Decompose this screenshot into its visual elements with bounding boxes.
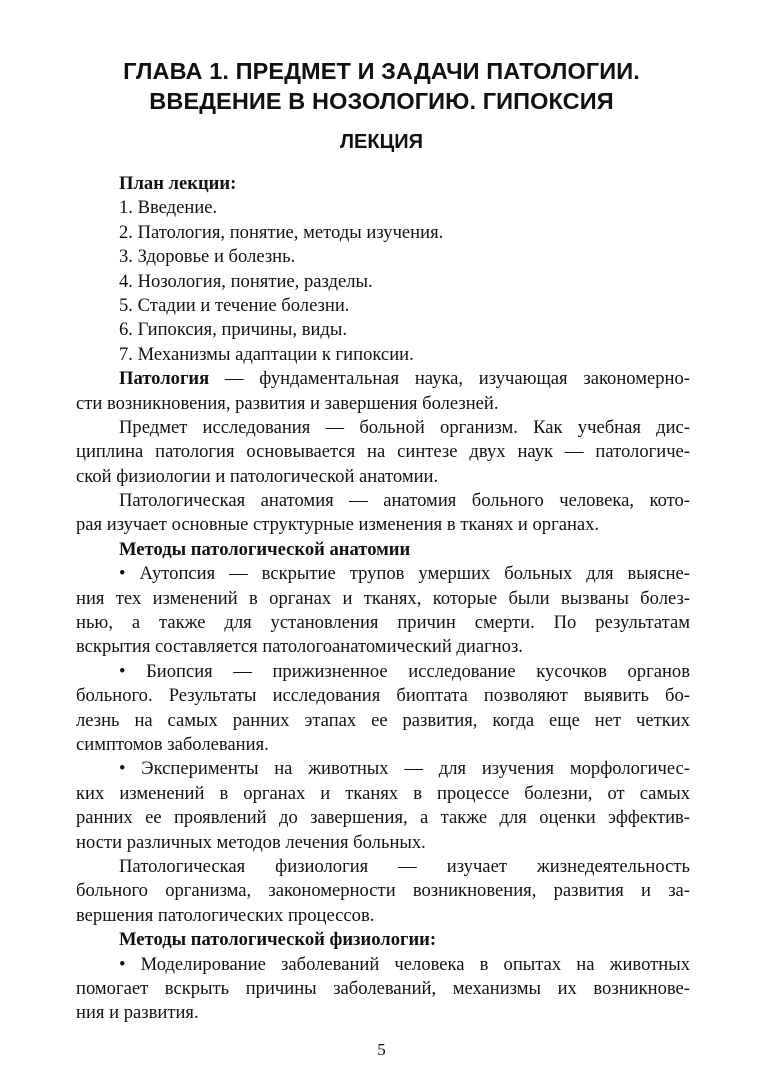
plan-item: 2. Патология, понятие, методы изучения. bbox=[119, 221, 444, 243]
subject-line-1: Предмет исследования — больной организм. Как учебная дис- bbox=[119, 416, 690, 438]
autopsy-line-2: ния тех изменений в органах и тканях, которые были вызваны болез- bbox=[76, 587, 690, 609]
biopsy-line-4: симптомов заболевания. bbox=[76, 733, 269, 755]
path-anatomy-line-2: рая изучает основные структурные изменения в тканях и органах. bbox=[76, 514, 600, 536]
experiments-line-3: ранних ее проявлений до завершения, а также для оценки эффектив- bbox=[76, 807, 690, 829]
plan-item: 5. Стадии и течение болезни. bbox=[119, 294, 350, 316]
pathology-definition-text: — фундаментальная наука, изучающая закономерно- bbox=[209, 368, 690, 390]
lecture-body bbox=[76, 172, 690, 1026]
biopsy-line-1: • Биопсия — прижизненное исследование кусочков органов bbox=[119, 660, 690, 682]
plan-item: 7. Механизмы адаптации к гипоксии. bbox=[119, 343, 414, 365]
chapter-title bbox=[40, 56, 723, 116]
autopsy-line-4: вскрытия составляется патологоанатомический диагноз. bbox=[76, 636, 523, 658]
plan-item: 4. Нозология, понятие, разделы. bbox=[119, 270, 373, 292]
plan-heading: План лекции: bbox=[119, 173, 237, 194]
pathology-definition-line-1 bbox=[76, 367, 690, 391]
experiments-line-1: • Эксперименты на животных — для изучения морфологичес- bbox=[119, 758, 690, 780]
anatomy-methods-heading: Методы патологической анатомии bbox=[119, 538, 411, 560]
chapter-title-line-1: ГЛАВА 1. ПРЕДМЕТ И ЗАДАЧИ ПАТОЛОГИИ. bbox=[123, 58, 640, 84]
autopsy-line-3: нью, а также для установления причин смерти. По результатам bbox=[76, 612, 690, 634]
path-physiology-line-1: Патологическая физиология — изучает жизнедеятельность bbox=[119, 855, 690, 877]
path-physiology-line-2: больного организма, закономерности возникновения, развития и за- bbox=[76, 880, 690, 902]
modeling-line-2: помогает вскрыть причины заболеваний, механизмы их возникнове- bbox=[76, 977, 690, 999]
biopsy-line-2: больного. Результаты исследования биоптата позволяют выявить бо- bbox=[76, 685, 690, 707]
subject-line-3: ской физиологии и патологической анатомии. bbox=[76, 465, 439, 487]
path-anatomy-line-1: Патологическая анатомия — анатомия больного человека, кото- bbox=[119, 490, 690, 512]
plan-item: 1. Введение. bbox=[119, 197, 218, 219]
subject-line-2: циплина патология основывается на синтезе двух наук — патологиче- bbox=[76, 441, 690, 463]
plan-item: 6. Гипоксия, причины, виды. bbox=[119, 319, 348, 341]
modeling-line-1: • Моделирование заболеваний человека в опытах на животных bbox=[119, 953, 690, 975]
modeling-line-3: ния и развития. bbox=[76, 1002, 199, 1024]
autopsy-line-1: • Аутопсия — вскрытие трупов умерших больных для выясне- bbox=[119, 563, 690, 585]
biopsy-line-3: лезнь на самых ранних этапах ее развития, когда еще нет четких bbox=[76, 709, 690, 731]
experiments-line-4: ности различных методов лечения больных. bbox=[76, 831, 426, 853]
plan-item: 3. Здоровье и болезнь. bbox=[119, 246, 296, 268]
pathology-definition-line-2: сти возникновения, развития и завершения болезней. bbox=[76, 392, 499, 414]
experiments-line-2: ких изменений в органах и тканях в процессе болезни, от самых bbox=[76, 782, 690, 804]
path-physiology-line-3: вершения патологических процессов. bbox=[76, 904, 375, 926]
chapter-title-line-2: ВВЕДЕНИЕ В НОЗОЛОГИЮ. ГИПОКСИЯ bbox=[149, 88, 614, 114]
lecture-heading: ЛЕКЦИЯ bbox=[340, 131, 423, 153]
page-number: 5 bbox=[377, 1040, 386, 1059]
pathology-term: Патология bbox=[119, 368, 210, 390]
physiology-methods-heading: Методы патологической физиологии: bbox=[119, 929, 437, 951]
